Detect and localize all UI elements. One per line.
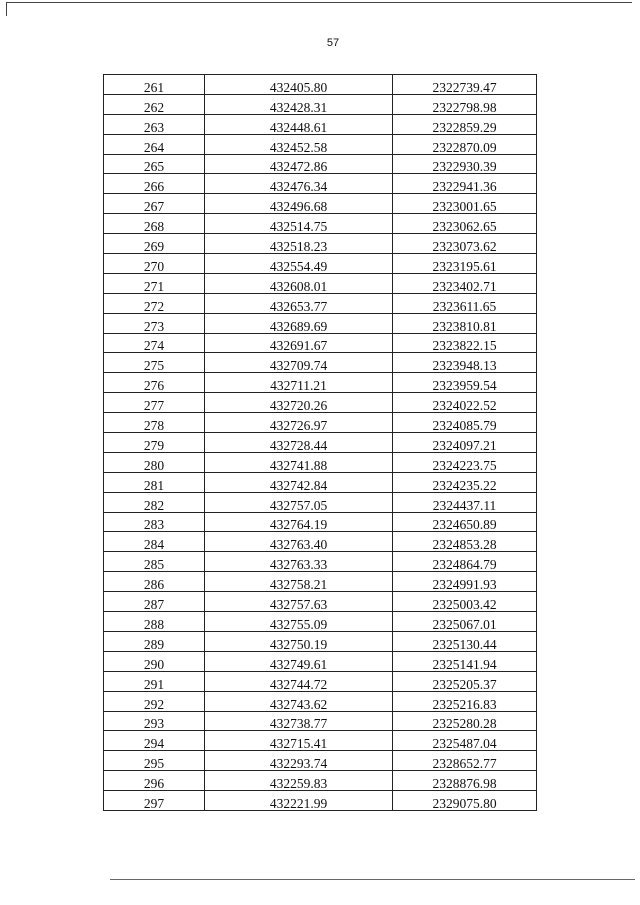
table-row — [104, 75, 537, 95]
y-coordinate-cell: 2323062.65 — [393, 214, 537, 234]
y-coordinate-cell: 2322739.47 — [393, 75, 537, 95]
x-coordinate-cell: 432514.75 — [205, 214, 393, 234]
table-row — [104, 413, 537, 433]
y-coordinate-cell: 2322930.39 — [393, 154, 537, 174]
point-number-cell: 283 — [104, 512, 205, 532]
x-coordinate-cell: 432496.68 — [205, 194, 393, 214]
table-row — [104, 771, 537, 791]
y-coordinate-cell: 2322870.09 — [393, 134, 537, 154]
point-number-cell: 269 — [104, 234, 205, 254]
point-number-cell: 262 — [104, 94, 205, 114]
table-row — [104, 651, 537, 671]
point-number-cell: 289 — [104, 631, 205, 651]
y-coordinate-cell: 2324235.22 — [393, 472, 537, 492]
table-row — [104, 592, 537, 612]
table-row — [104, 254, 537, 274]
x-coordinate-cell: 432763.40 — [205, 532, 393, 552]
point-number-cell: 270 — [104, 254, 205, 274]
y-coordinate-cell: 2322941.36 — [393, 174, 537, 194]
point-number-cell: 264 — [104, 134, 205, 154]
x-coordinate-cell: 432743.62 — [205, 691, 393, 711]
x-coordinate-cell: 432293.74 — [205, 751, 393, 771]
x-coordinate-cell: 432518.23 — [205, 234, 393, 254]
x-coordinate-cell: 432472.86 — [205, 154, 393, 174]
point-number-cell: 292 — [104, 691, 205, 711]
table-row — [104, 194, 537, 214]
x-coordinate-cell: 432720.26 — [205, 393, 393, 413]
table-row — [104, 711, 537, 731]
table-row — [104, 154, 537, 174]
point-number-cell: 280 — [104, 452, 205, 472]
y-coordinate-cell: 2328876.98 — [393, 771, 537, 791]
point-number-cell: 266 — [104, 174, 205, 194]
y-coordinate-cell: 2324223.75 — [393, 452, 537, 472]
table-row — [104, 612, 537, 632]
page-number: 57 — [326, 37, 340, 49]
point-number-cell: 278 — [104, 413, 205, 433]
y-coordinate-cell: 2324650.89 — [393, 512, 537, 532]
y-coordinate-cell: 2325487.04 — [393, 731, 537, 751]
x-coordinate-cell: 432715.41 — [205, 731, 393, 751]
y-coordinate-cell: 2323073.62 — [393, 234, 537, 254]
table-row — [104, 273, 537, 293]
y-coordinate-cell: 2322859.29 — [393, 114, 537, 134]
point-number-cell: 297 — [104, 791, 205, 811]
point-number-cell: 293 — [104, 711, 205, 731]
x-coordinate-cell: 432757.63 — [205, 592, 393, 612]
table-row — [104, 393, 537, 413]
y-coordinate-cell: 2325141.94 — [393, 651, 537, 671]
y-coordinate-cell: 2325003.42 — [393, 592, 537, 612]
scan-edge-bottom — [110, 879, 635, 880]
scan-edge-left — [6, 2, 7, 16]
x-coordinate-cell: 432221.99 — [205, 791, 393, 811]
point-number-cell: 290 — [104, 651, 205, 671]
x-coordinate-cell: 432728.44 — [205, 433, 393, 453]
point-number-cell: 275 — [104, 353, 205, 373]
x-coordinate-cell: 432608.01 — [205, 273, 393, 293]
table-row — [104, 512, 537, 532]
y-coordinate-cell: 2324991.93 — [393, 572, 537, 592]
y-coordinate-cell: 2323195.61 — [393, 254, 537, 274]
x-coordinate-cell: 432749.61 — [205, 651, 393, 671]
y-coordinate-cell: 2324437.11 — [393, 492, 537, 512]
table-row — [104, 353, 537, 373]
table-row — [104, 433, 537, 453]
table-row — [104, 234, 537, 254]
point-number-cell: 294 — [104, 731, 205, 751]
x-coordinate-cell: 432763.33 — [205, 552, 393, 572]
point-number-cell: 263 — [104, 114, 205, 134]
table-row — [104, 373, 537, 393]
point-number-cell: 291 — [104, 671, 205, 691]
y-coordinate-cell: 2324853.28 — [393, 532, 537, 552]
point-number-cell: 287 — [104, 592, 205, 612]
x-coordinate-cell: 432711.21 — [205, 373, 393, 393]
table-row — [104, 333, 537, 353]
point-number-cell: 267 — [104, 194, 205, 214]
table-row — [104, 691, 537, 711]
point-number-cell: 272 — [104, 293, 205, 313]
x-coordinate-cell: 432448.61 — [205, 114, 393, 134]
table-row — [104, 174, 537, 194]
x-coordinate-cell: 432653.77 — [205, 293, 393, 313]
y-coordinate-cell: 2323959.54 — [393, 373, 537, 393]
x-coordinate-cell: 432750.19 — [205, 631, 393, 651]
point-number-cell: 281 — [104, 472, 205, 492]
y-coordinate-cell: 2324864.79 — [393, 552, 537, 572]
table-row — [104, 472, 537, 492]
point-number-cell: 284 — [104, 532, 205, 552]
y-coordinate-cell: 2323822.15 — [393, 333, 537, 353]
y-coordinate-cell: 2329075.80 — [393, 791, 537, 811]
point-number-cell: 268 — [104, 214, 205, 234]
x-coordinate-cell: 432689.69 — [205, 313, 393, 333]
y-coordinate-cell: 2324022.52 — [393, 393, 537, 413]
table-row — [104, 134, 537, 154]
point-number-cell: 265 — [104, 154, 205, 174]
x-coordinate-cell: 432726.97 — [205, 413, 393, 433]
point-number-cell: 286 — [104, 572, 205, 592]
point-number-cell: 273 — [104, 313, 205, 333]
point-number-cell: 279 — [104, 433, 205, 453]
y-coordinate-cell: 2324097.21 — [393, 433, 537, 453]
point-number-cell: 282 — [104, 492, 205, 512]
table-row — [104, 214, 537, 234]
point-number-cell: 296 — [104, 771, 205, 791]
x-coordinate-cell: 432554.49 — [205, 254, 393, 274]
x-coordinate-cell: 432758.21 — [205, 572, 393, 592]
x-coordinate-cell: 432691.67 — [205, 333, 393, 353]
x-coordinate-cell: 432741.88 — [205, 452, 393, 472]
table-row — [104, 313, 537, 333]
point-number-cell: 285 — [104, 552, 205, 572]
x-coordinate-cell: 432428.31 — [205, 94, 393, 114]
table-row — [104, 532, 537, 552]
table-row — [104, 791, 537, 811]
scan-edge-top — [6, 2, 632, 3]
table-row — [104, 114, 537, 134]
table-row — [104, 671, 537, 691]
x-coordinate-cell: 432452.58 — [205, 134, 393, 154]
y-coordinate-cell: 2323810.81 — [393, 313, 537, 333]
table-row — [104, 731, 537, 751]
coordinate-table-body — [104, 75, 537, 811]
y-coordinate-cell: 2325205.37 — [393, 671, 537, 691]
y-coordinate-cell: 2328652.77 — [393, 751, 537, 771]
y-coordinate-cell: 2323948.13 — [393, 353, 537, 373]
point-number-cell: 271 — [104, 273, 205, 293]
y-coordinate-cell: 2325216.83 — [393, 691, 537, 711]
point-number-cell: 274 — [104, 333, 205, 353]
table-row — [104, 293, 537, 313]
y-coordinate-cell: 2323001.65 — [393, 194, 537, 214]
coordinate-table — [103, 74, 537, 811]
point-number-cell: 276 — [104, 373, 205, 393]
table-row — [104, 552, 537, 572]
x-coordinate-cell: 432709.74 — [205, 353, 393, 373]
y-coordinate-cell: 2322798.98 — [393, 94, 537, 114]
point-number-cell: 261 — [104, 75, 205, 95]
x-coordinate-cell: 432259.83 — [205, 771, 393, 791]
table-row — [104, 492, 537, 512]
x-coordinate-cell: 432744.72 — [205, 671, 393, 691]
x-coordinate-cell: 432764.19 — [205, 512, 393, 532]
y-coordinate-cell: 2325067.01 — [393, 612, 537, 632]
table-row — [104, 452, 537, 472]
y-coordinate-cell: 2325130.44 — [393, 631, 537, 651]
table-row — [104, 631, 537, 651]
table-row — [104, 94, 537, 114]
x-coordinate-cell: 432757.05 — [205, 492, 393, 512]
x-coordinate-cell: 432405.80 — [205, 75, 393, 95]
point-number-cell: 288 — [104, 612, 205, 632]
y-coordinate-cell: 2323402.71 — [393, 273, 537, 293]
point-number-cell: 295 — [104, 751, 205, 771]
table-row — [104, 751, 537, 771]
x-coordinate-cell: 432755.09 — [205, 612, 393, 632]
y-coordinate-cell: 2324085.79 — [393, 413, 537, 433]
x-coordinate-cell: 432738.77 — [205, 711, 393, 731]
y-coordinate-cell: 2325280.28 — [393, 711, 537, 731]
x-coordinate-cell: 432476.34 — [205, 174, 393, 194]
table-row — [104, 572, 537, 592]
y-coordinate-cell: 2323611.65 — [393, 293, 537, 313]
x-coordinate-cell: 432742.84 — [205, 472, 393, 492]
point-number-cell: 277 — [104, 393, 205, 413]
